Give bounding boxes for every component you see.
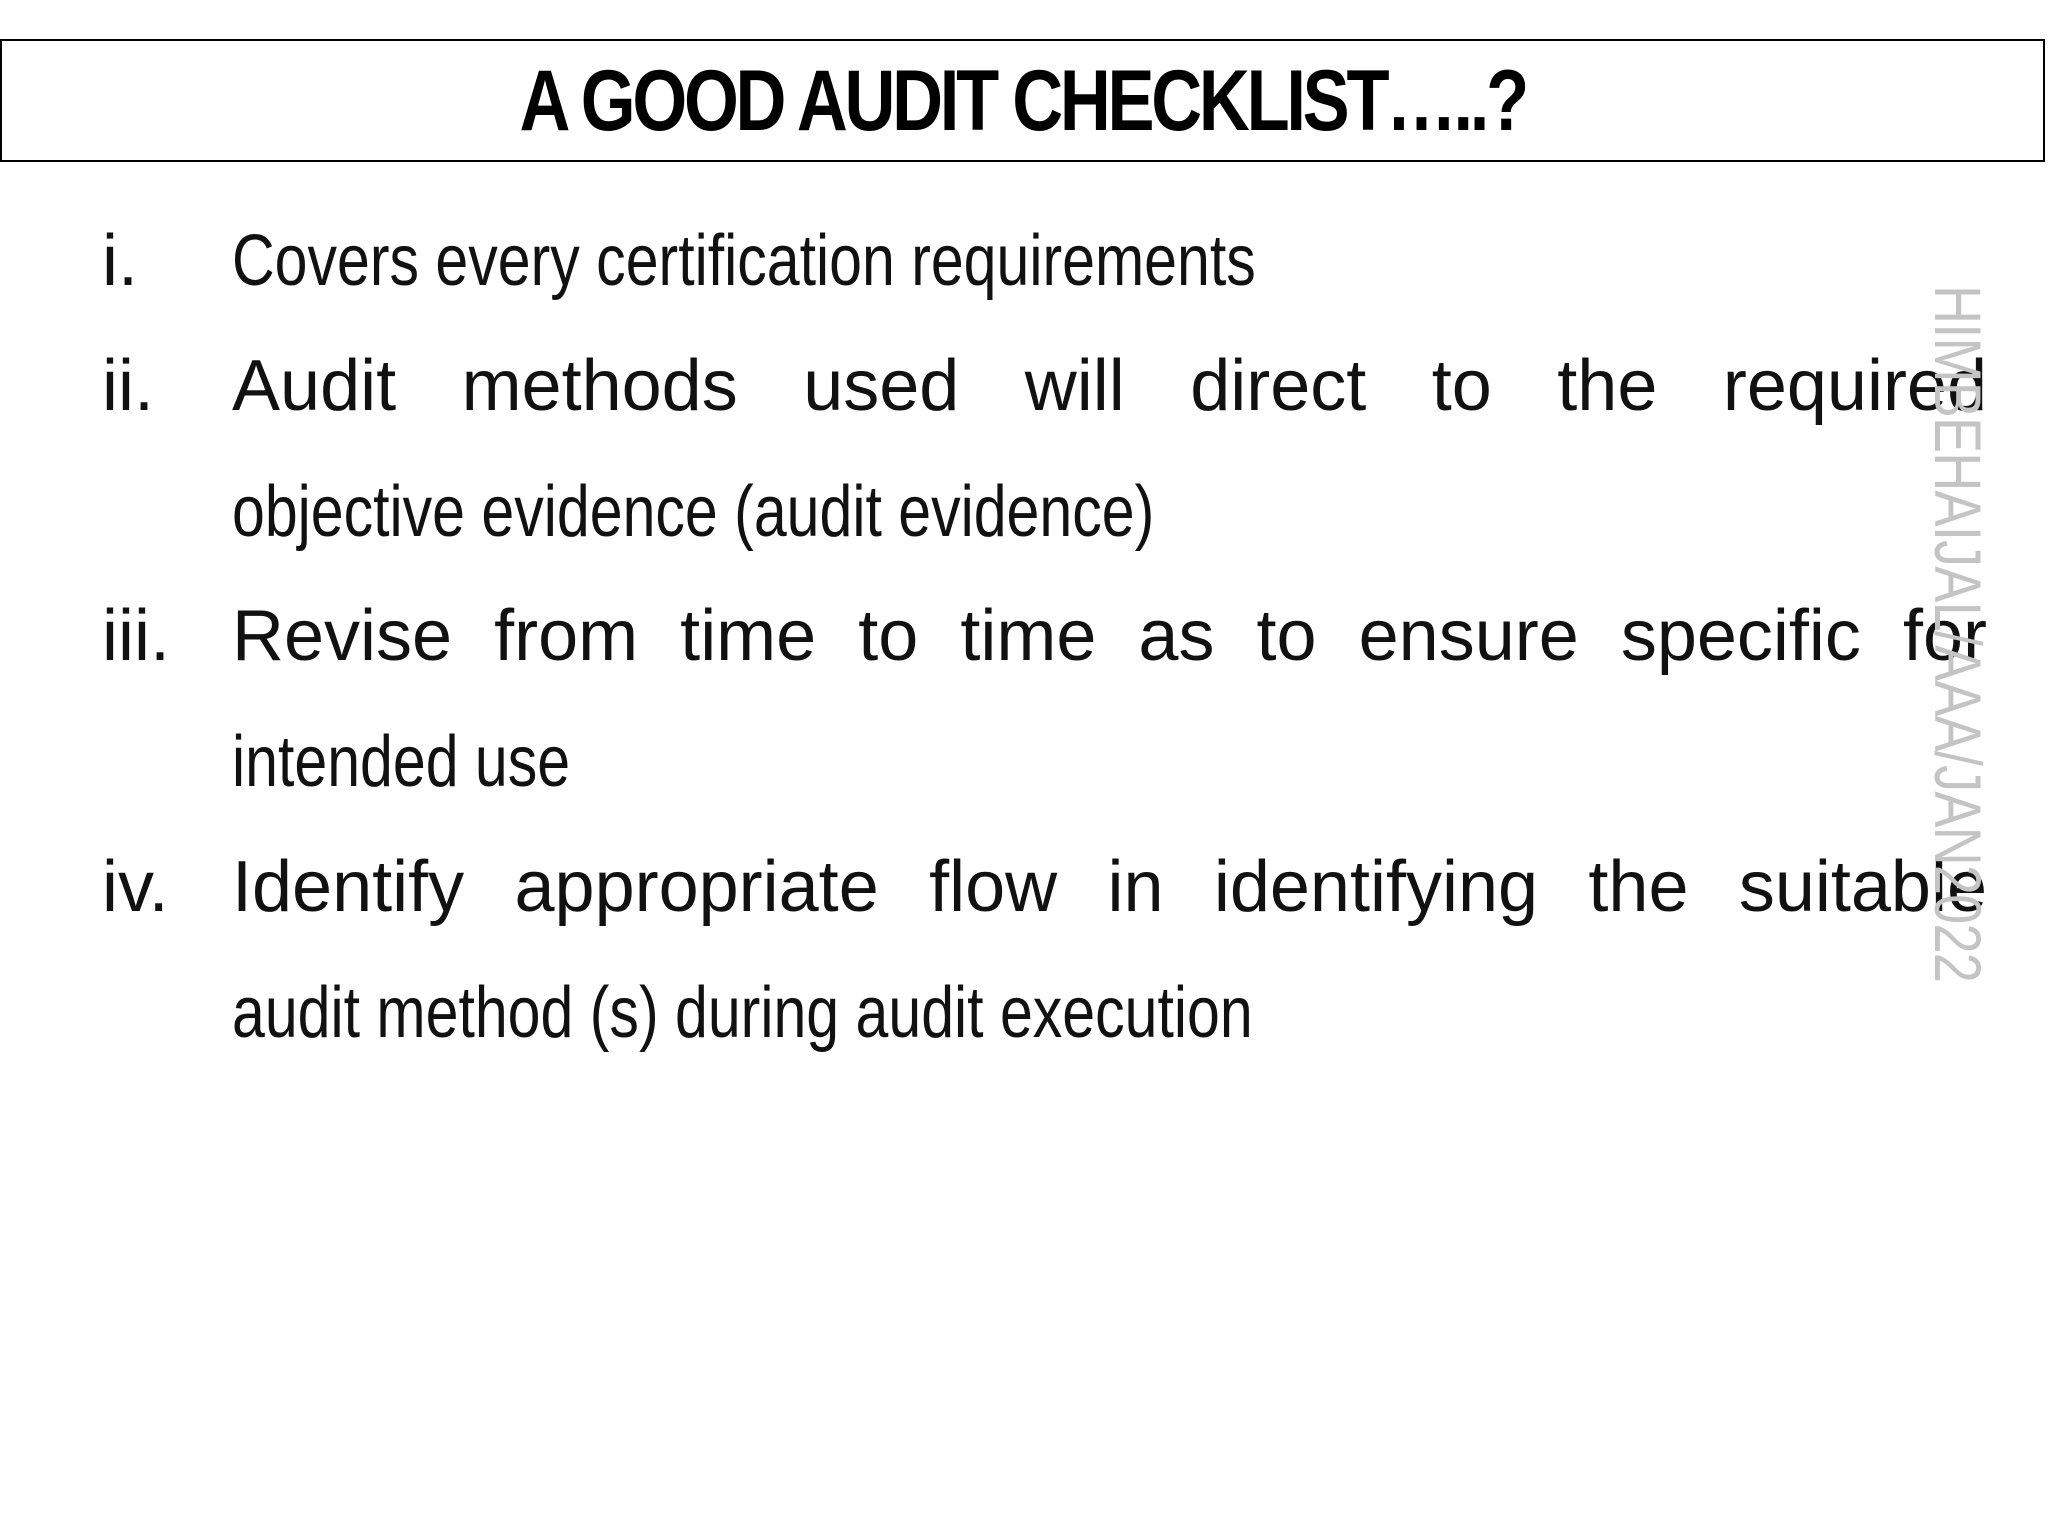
item-3-numeral: iii.: [102, 596, 170, 676]
item-4-numeral: iv.: [102, 847, 169, 927]
item-4-line-2: audit method (s) during audit execution: [232, 973, 1253, 1053]
item-4-line-1: Identify appropriate flow in identifying the suitable: [232, 847, 1987, 927]
item-1-numeral: i.: [102, 221, 138, 301]
item-2-numeral: ii.: [102, 346, 154, 426]
watermark: HIMBEHAIJAL/AAA/JAN2022: [1921, 285, 1995, 983]
item-2-line-1: Audit methods used will direct to the required: [232, 346, 1987, 426]
item-1-line-1: Covers every certification requirements: [232, 221, 1256, 301]
item-3-line-1: Revise from time to time as to ensure specific for: [232, 596, 1987, 676]
item-2-line-2: objective evidence (audit evidence): [232, 472, 1155, 552]
slide-title: A GOOD AUDIT CHECKLIST…..?: [519, 52, 1526, 149]
item-3-line-2: intended use: [232, 722, 571, 802]
